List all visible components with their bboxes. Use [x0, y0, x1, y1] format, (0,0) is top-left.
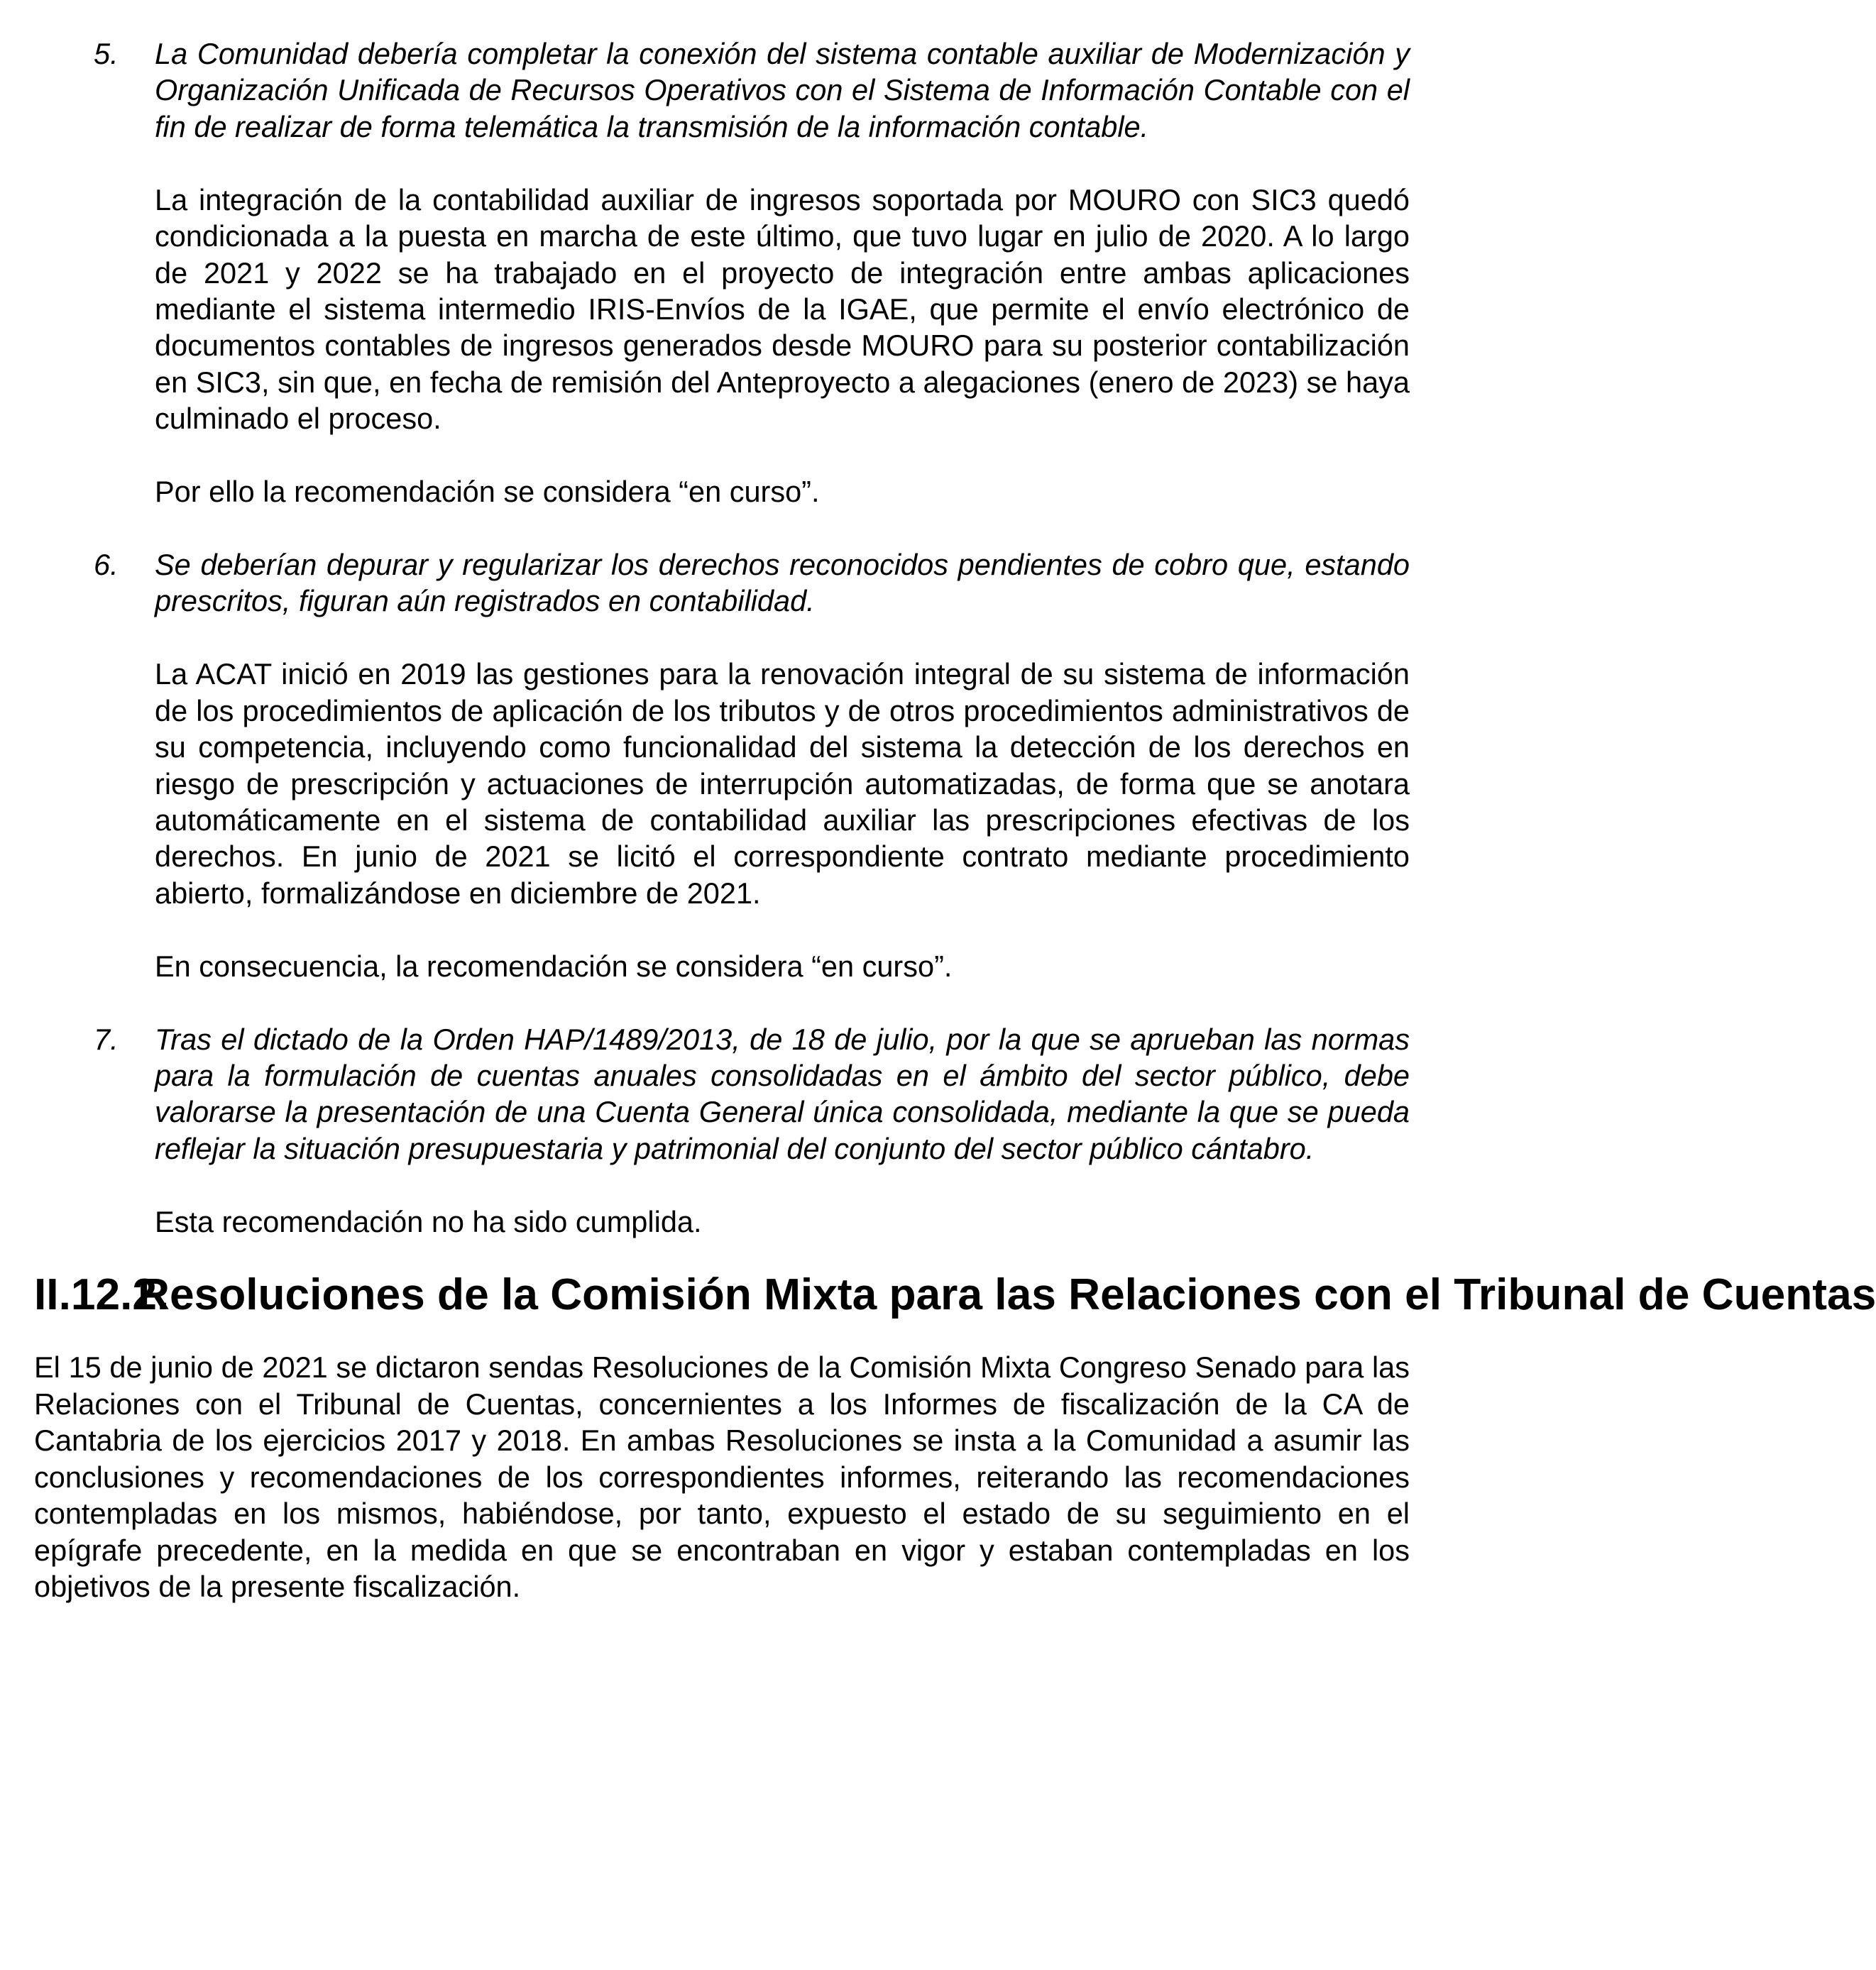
recommendation-item-6: [34, 546, 1410, 984]
status-paragraph: Esta recomendación no ha sido cumplida.: [155, 1204, 702, 1238]
status-paragraph: En consecuencia, la recomendación se considera “en curso”.: [155, 949, 953, 983]
recommendation-text: Se deberían depurar y regularizar los derechos reconocidos pendientes de cobro que, estando prescritos, figuran aún registrados en contabilidad.: [155, 547, 1410, 618]
follow-up-paragraph: La integración de la contabilidad auxiliar de ingresos soportada por MOURO con SIC3 quedó condicionada a la puesta en marcha de este último, que tuvo lugar en julio de 2020. A lo largo de 2021 y 2022 se ha trabajado en el proyecto de integración entre ambas aplicaciones mediante el sistema intermedio IRIS-Envíos de la IGAE, que permite el envío electrónico de documentos contables de ingresos generados desde MOURO para su posterior contabilización en SIC3, sin que, en fecha de remisión del Anteproyecto a alegaciones (enero de 2023) se haya culminado el proceso.: [155, 182, 1410, 436]
section-number: II.12.2.: [34, 1270, 170, 1319]
document-page: [34, 35, 1876, 1605]
recommendation-item-7: [34, 1021, 1410, 1240]
status-paragraph: Por ello la recomendación se considera “en curso”.: [155, 475, 820, 509]
item-number: 6.: [94, 547, 119, 581]
follow-up-paragraph: La ACAT inició en 2019 las gestiones para la renovación integral de su sistema de información de los procedimientos de aplicación de los tributos y de otros procedimientos administrativos de su competencia, incluyendo como funcionalidad del sistema la detección de los derechos en riesgo de prescripción y actuaciones de interrupción automatizadas, de forma que se anotara automáticamente en el sistema de contabilidad auxiliar las prescripciones efectivas de los derechos. En junio de 2021 se licitó el correspondiente contrato mediante procedimiento abierto, formalizándose en diciembre de 2021.: [155, 657, 1410, 910]
item-number: 7.: [94, 1022, 119, 1056]
section-body: El 15 de junio de 2021 se dictaron sendas Resoluciones de la Comisión Mixta Congreso Senado para las Relaciones con el Tribunal de Cuentas, concernientes a los Informes de fiscalización de la CA de Cantabria de los ejercicios 2017 y 2018. En ambas Resoluciones se insta a la Comunidad a asumir las conclusiones y recomendaciones de los correspondientes informes, reiterando las recomendaciones contempladas en los mismos, habiéndose, por tanto, expuesto el estado de su seguimiento en el epígrafe precedente, en la medida en que se encontraban en vigor y estaban contempladas en los objetivos de la presente fiscalización.: [34, 1350, 1410, 1603]
item-number: 5.: [94, 37, 119, 70]
section-heading: [34, 1270, 1876, 1319]
recommendation-text: Tras el dictado de la Orden HAP/1489/2013, de 18 de julio, por la que se aprueban las normas para la formulación de cuentas anuales consolidadas en el ámbito del sector público, debe valorarse la presentación de una Cuenta General única consolidada, mediante la que se pueda reflejar la situación presupuestaria y patrimonial del conjunto del sector público cántabro.: [155, 1022, 1410, 1165]
recommendation-item-5: [34, 35, 1410, 510]
recommendation-text: La Comunidad debería completar la conexión del sistema contable auxiliar de Modernización y Organización Unificada de Recursos Operativos con el Sistema de Información Contable con el fin de realizar de forma telemática la transmisión de la información contable.: [155, 37, 1410, 143]
section-title: Resoluciones de la Comisión Mixta para las Relaciones con el Tribunal de Cuentas: [138, 1270, 1876, 1319]
